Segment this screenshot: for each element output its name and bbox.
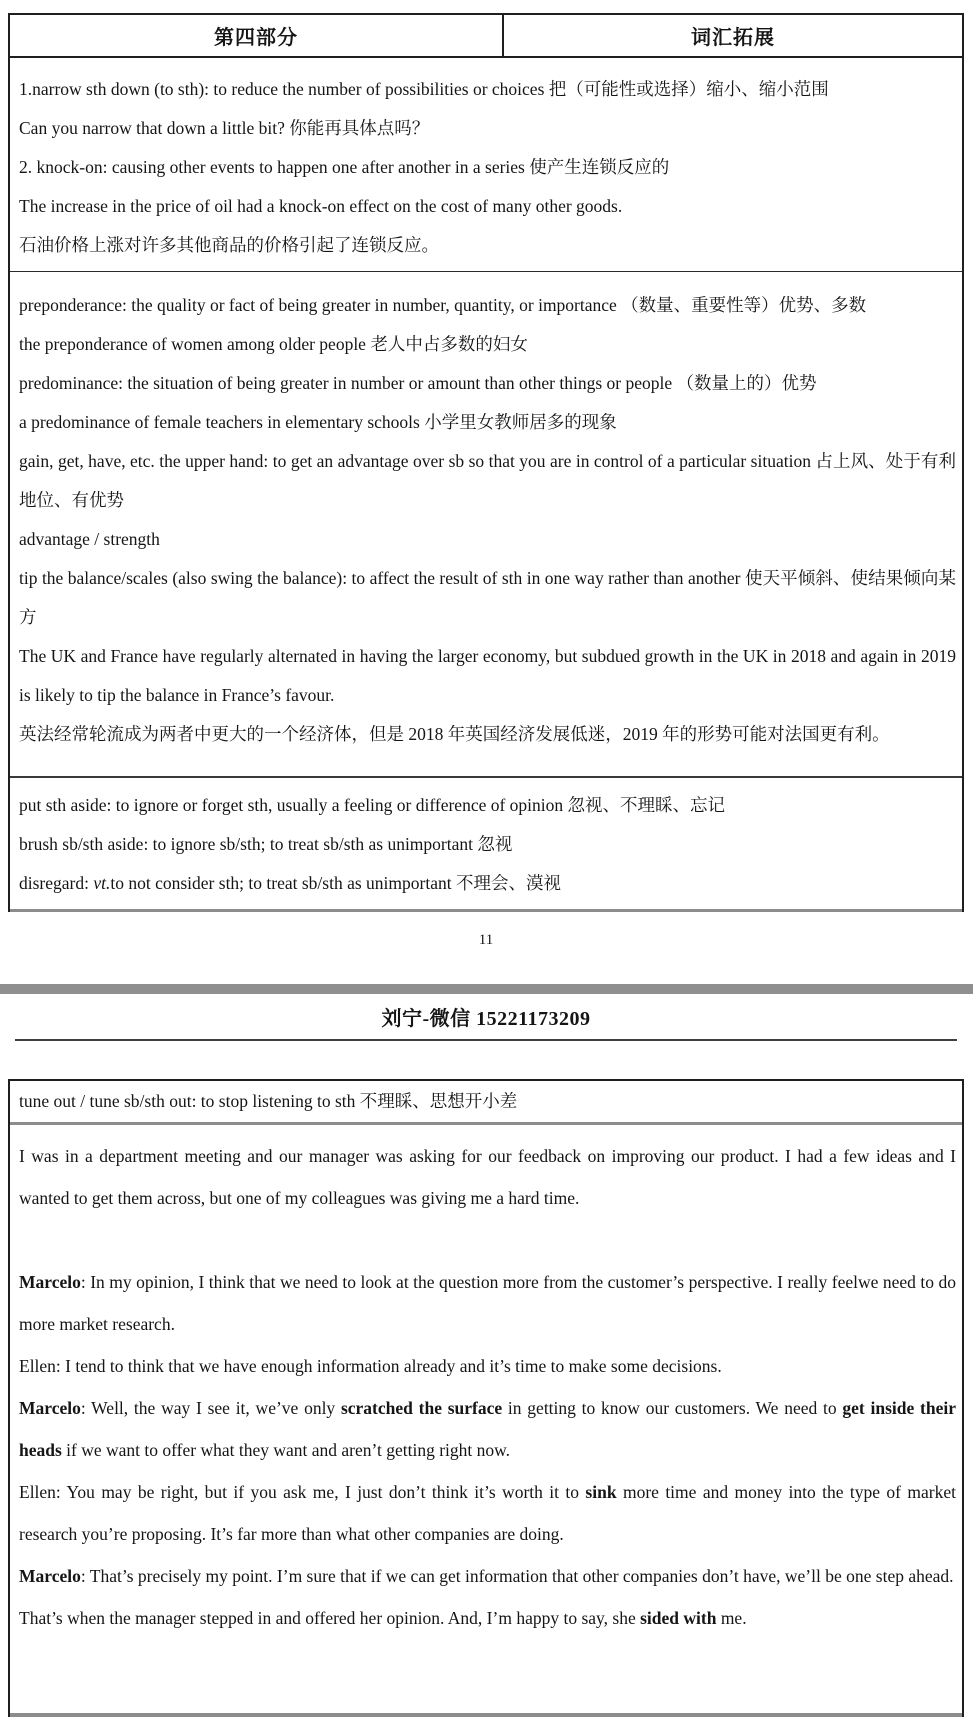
document-page (8, 13, 964, 950)
vocab-example-translation: 石油价格上涨对许多其他商品的价格引起了连锁反应。 (19, 235, 439, 255)
dialogue-paragraph: Ellen: I tend to think that we have enough information already and it’s time to make some decisions. (19, 1356, 722, 1376)
vocab-table-2 (8, 1079, 964, 1717)
divider-bar (0, 984, 973, 994)
vocab-entry: preponderance: the quality or fact of being greater in number, quantity, or importance （数量、重要性等）优势、多数 (19, 295, 867, 315)
section-header-part-cell: 第四部分 (10, 15, 504, 56)
vocab-example: Can you narrow that down a little bit? 你能再具体点吗？ (19, 118, 430, 138)
vocab-entry: brush sb/sth aside: to ignore sb/sth; to treat sb/sth as unimportant 忽视 (19, 834, 513, 854)
section-header-topic-cell: 词汇拓展 (691, 27, 775, 49)
vocab-example-translation: 英法经常轮流成为两者中更大的一个经济体，但是 2018 年英国经济发展低迷，2019 年的形势可能对法国更有利。 (19, 724, 890, 744)
vocab-entry: predominance: the situation of being greater in number or amount than other things or people （数量上的）优势 (19, 373, 817, 393)
vocab-entry: 2. knock-on: causing other events to happen one after another in a series 使产生连锁反应的 (19, 157, 670, 177)
vocab-row-preponderance (10, 272, 962, 778)
document-page-lower (8, 1006, 964, 1717)
dialogue-blank-line (19, 1219, 956, 1261)
dialogue-paragraph: I was in a department meeting and our manager was asking for our feedback on improving our product. I had a few ideas and I wanted to get them across, but one of my colleagues was giving me a hard time. (19, 1146, 956, 1208)
horizontal-rule (15, 1039, 957, 1041)
vocab-row-put-aside (10, 778, 962, 912)
dialogue-paragraph: Marcelo: In my opinion, I think that we need to look at the question more from the customer’s perspective. I really feelwe need to do more market research. (19, 1272, 956, 1334)
page-number: 11 (478, 932, 494, 948)
vocab-example: The increase in the price of oil had a knock-on effect on the cost of many other goods. (19, 196, 623, 216)
vocab-entry: tune out / tune sb/sth out: to stop listening to sth 不理睬、思想开小差 (19, 1091, 518, 1111)
vocab-entry: 1.narrow sth down (to sth): to reduce the number of possibilities or choices 把（可能性或选择）缩小、缩小范围 (19, 79, 829, 99)
dialogue-paragraph: Marcelo: That’s precisely my point. I’m sure that if we can get information that other companies don’t have, we’ll be one step ahead. (19, 1566, 954, 1586)
dialogue-paragraph: Ellen: You may be right, but if you ask me, I just don’t think it’s worth it to sink more time and money into the type of market research you’re proposing. It’s far more than what other companies are doing. (19, 1482, 956, 1544)
vocab-entry: disregard: vt.to not consider sth; to treat sb/sth as unimportant 不理会、漠视 (19, 873, 561, 893)
dialogue-paragraph: That’s when the manager stepped in and offered her opinion. And, I’m happy to say, she sided with me. (19, 1608, 747, 1628)
vocab-example: The UK and France have regularly alternated in having the larger economy, but subdued growth in the UK in 2018 and again in 2019 is likely to tip the balance in France’s favour. (19, 646, 956, 705)
vocab-entry: advantage / strength (19, 529, 160, 549)
section-header-table (8, 13, 964, 58)
vocab-row-narrow-knock-on (10, 58, 962, 272)
vocab-example: the preponderance of women among older people 老人中占多数的妇女 (19, 334, 528, 354)
vocab-entry: gain, get, have, etc. the upper hand: to get an advantage over sb so that you are in control of a particular situation 占上风、处于有利地位、有优势 (19, 451, 956, 510)
vocab-row-tune-out (10, 1081, 962, 1125)
vocab-entry: put sth aside: to ignore or forget sth, usually a feeling or difference of opinion 忽视、不理睬、忘记 (19, 795, 726, 815)
dialogue-row (10, 1125, 962, 1717)
vocab-entry: tip the balance/scales (also swing the balance): to affect the result of sth in one way rather than another 使天平倾斜、使结果倾向某方 (19, 568, 956, 627)
vocab-example: a predominance of female teachers in elementary schools 小学里女教师居多的现象 (19, 412, 617, 432)
vocab-table-1 (8, 58, 964, 912)
watermark-contact: 刘宁-微信 15221173209 (381, 1008, 591, 1030)
dialogue-paragraph: Marcelo: Well, the way I see it, we’ve only scratched the surface in getting to know our customers. We need to get inside their heads if we want to offer what they want and aren’t getting right now. (19, 1398, 956, 1460)
